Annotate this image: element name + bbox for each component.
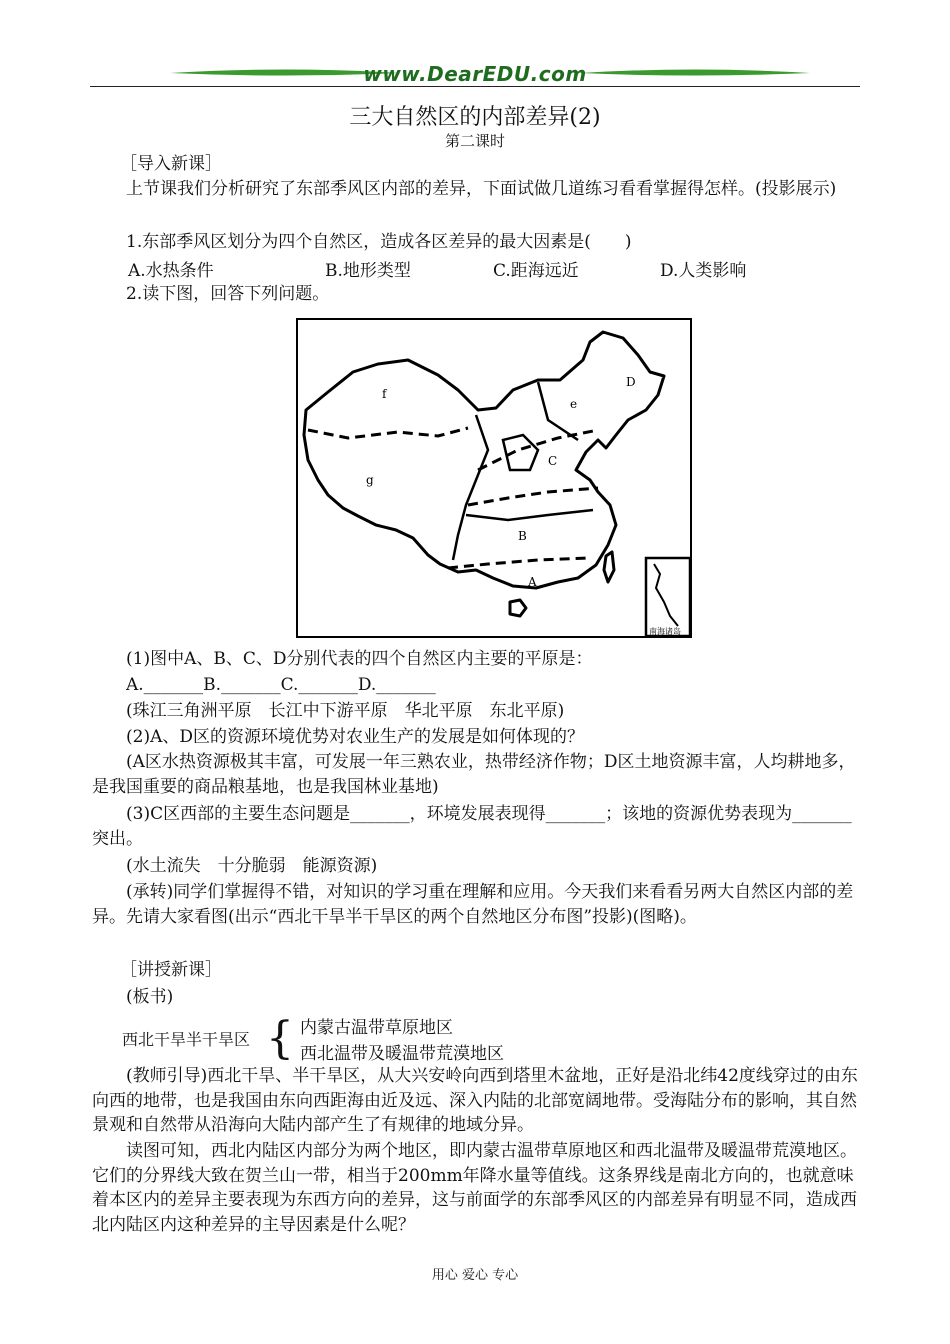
boundary-dash-1 [308, 428, 468, 438]
page-subtitle: 第二课时 [444, 132, 505, 150]
section-new-heading: ［讲授新课］ [120, 960, 222, 980]
taiwan-island [604, 552, 614, 582]
board-label: (板书) [126, 987, 174, 1007]
header-rule [90, 86, 860, 87]
map-label-b: B [518, 529, 527, 543]
board-item-1: 内蒙古温带草原地区 [300, 1018, 453, 1038]
question-2: 2.读下图，回答下列问题。 [126, 284, 330, 304]
boundary-solid-4 [503, 435, 538, 470]
q1-option-c: C.距海远近 [493, 261, 579, 281]
map-label-a: A [528, 575, 537, 589]
q1-option-a: A.水热条件 [128, 261, 214, 281]
q1-option-b: B.地形类型 [325, 261, 411, 281]
question-2-2-answer: (A区水热资源极其丰富，可发展一年三熟农业，热带经济作物；D区土地资源丰富，人均耕地多，是我国重要的商品粮基地，也是我国林业基地) [92, 752, 856, 797]
board-item-2: 西北温带及暖温带荒漠地区 [300, 1044, 504, 1064]
board-root: 西北干旱半干旱区 [122, 1030, 251, 1049]
question-1: 1.东部季风区划分为四个自然区，造成各区差异的最大因素是( ) [126, 232, 632, 252]
map-label-f: f [382, 387, 387, 401]
hainan-island [510, 600, 526, 616]
question-2-1-blanks: A._______B._______C._______D._______ [126, 675, 436, 695]
reading-paragraph: 读图可知，西北内陆区内部分为两个地区，即内蒙古温带草原地区和西北温带及暖温带荒漠地区。它们的分界线大致在贺兰山一带，相当于200mm年降水量等值线。这条界线是南北方向的，也就意味着本区内的差异主要表现为东西方向的差异，这与前面学的东部季风区的内部差异有明显不同，造成西北内陆区内这种差异的主导因素是什么呢？ [92, 1141, 857, 1235]
question-2-2: (2)A、D区的资源环境优势对农业生产的发展是如何体现的？ [126, 727, 584, 747]
page-header [90, 58, 860, 94]
q1-option-d: D.人类影响 [660, 261, 747, 281]
map-label-c: C [548, 454, 558, 468]
china-outline-map [298, 320, 690, 636]
site-brand[interactable]: www.DearEDU.com [363, 62, 587, 86]
boundary-dash-4 [448, 558, 588, 568]
question-2-1-answer: (珠江三角洲平原 长江中下游平原 华北平原 东北平原) [126, 701, 565, 721]
china-regions-map [296, 318, 692, 638]
map-label-g: g [366, 473, 374, 487]
guide-paragraph: (教师引导)西北干旱、半干旱区，从大兴安岭向西到塔里木盆地，正好是沿北纬42度线穿过的由东向西的地带，也是我国由东向西距海由近及远、深入内陆的北部宽阔地带。受海陆分布的影响，其自然景观和自然带从沿海向大陆内部产生了有规律的地域分异。 [92, 1066, 858, 1135]
intro-paragraph: 上节课我们分析研究了东部季风区内部的差异，下面试做几道练习看看掌握得怎样。(投影展示) [126, 179, 837, 199]
page-title: 三大自然区的内部差异(2) [349, 105, 601, 130]
page-footer: 用心 爱心 专心 [431, 1268, 519, 1283]
section-intro-heading: ［导入新课］ [120, 154, 222, 174]
south-china-sea-inset [646, 558, 690, 636]
boundary-dash-3 [468, 488, 598, 505]
boundary-solid-2 [538, 382, 578, 440]
inset-label: 南海诸岛 [649, 627, 681, 636]
question-2-3-answer: (水土流失 十分脆弱 能源资源) [126, 856, 378, 876]
transition-paragraph: (承转)同学们掌握得不错，对知识的学习重在理解和应用。今天我们来看看另两大自然区内部的差异。先请大家看图(出示“西北干旱半干旱区的两个自然地区分布图”投影)(图略)。 [92, 882, 854, 927]
map-label-d: D [626, 375, 636, 389]
question-2-1: (1)图中A、B、C、D分别代表的四个自然区内主要的平原是： [126, 649, 593, 669]
question-2-3: (3)C区西部的主要生态问题是_______，环境发展表现得_______；该地的资源优势表现为_______突出。 [92, 804, 852, 849]
brace-icon: { [266, 1013, 294, 1064]
boundary-solid-3 [466, 510, 593, 520]
map-label-e: e [570, 397, 578, 411]
inset-coastline [654, 564, 678, 626]
boundary-solid-1 [453, 415, 488, 560]
